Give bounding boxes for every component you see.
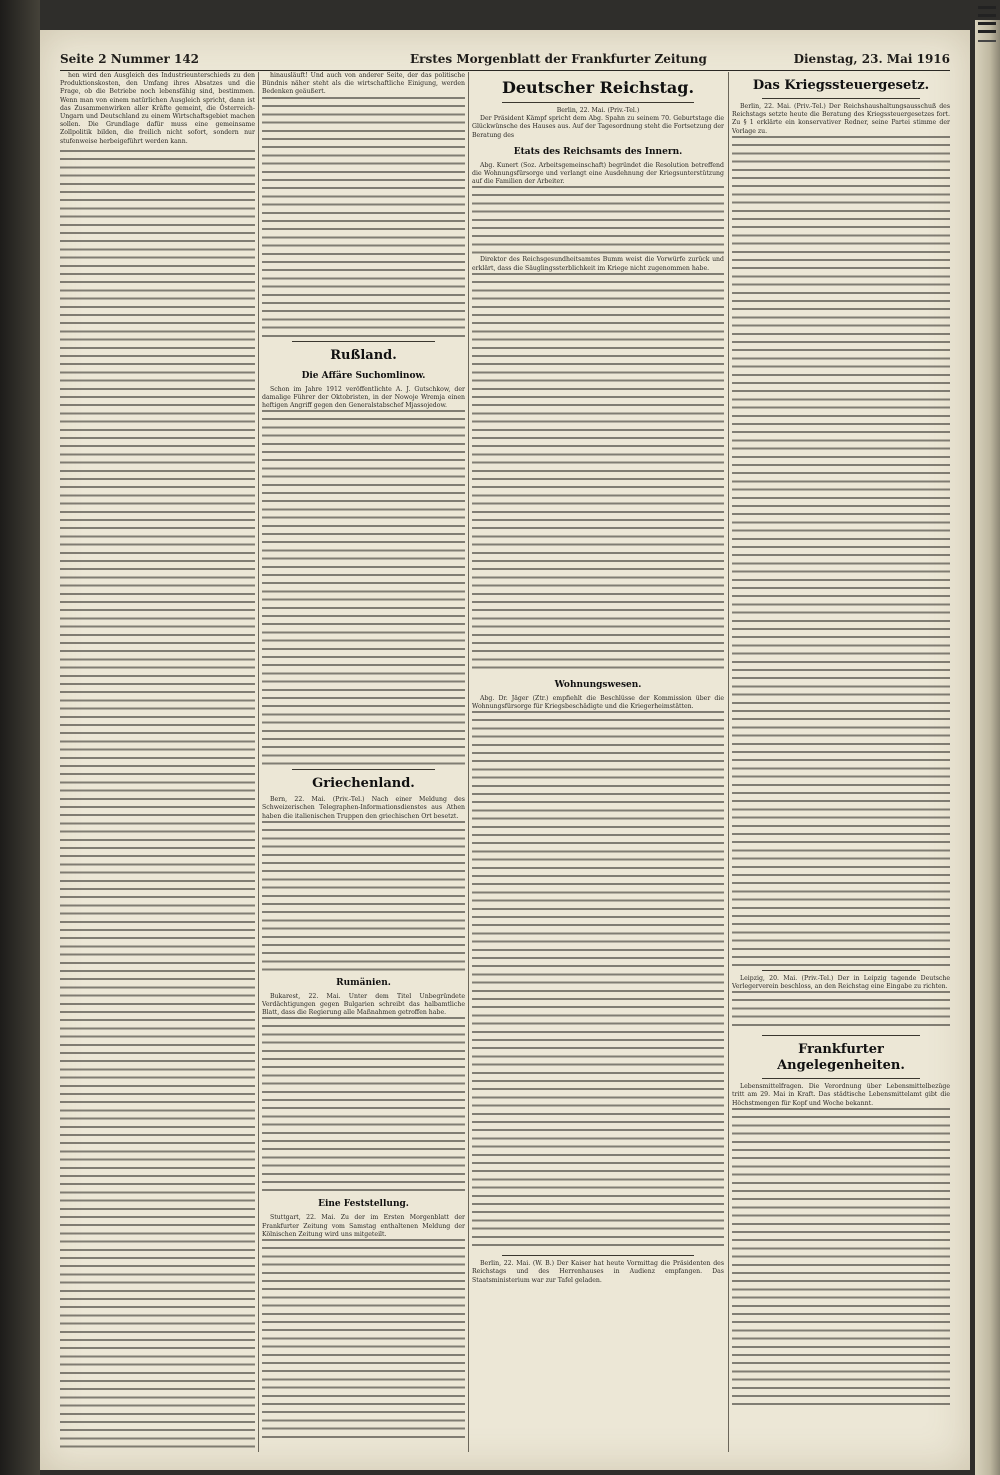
article-text: Der Präsident Kämpf spricht dem Abg. Spahn zu seinem 70. Geburtstage die Glückwünsche des Hauses aus. Auf der Tagesordnung steht die Fortsetzung der Beratung des xyxy=(472,115,724,139)
section-rule xyxy=(292,341,435,342)
article-text: Berlin, 22. Mai. (Priv.-Tel.) Der Reichshaushaltungsausschuß des Reichstags setzte heute die Beratung des Kriegssteuergesetzes fort. Zu § 1 erklärte ein konservativer Redner, seine Partei stimme der Vorlage zu. xyxy=(732,103,950,135)
binding-edge xyxy=(0,0,40,1475)
article-subheading: Wohnungswesen. xyxy=(554,679,642,690)
section-heading-reichstag: Deutscher Reichstag. xyxy=(501,78,695,97)
section-heading-kriegssteuer: Das Kriegssteuergesetz. xyxy=(752,78,930,93)
column-2 xyxy=(262,72,465,1452)
header-masthead: Erstes Morgenblatt der Frankfurter Zeitung xyxy=(410,52,707,66)
section-rule xyxy=(762,98,920,99)
section-heading-frankfurt: Frankfurter Angelegenheiten. xyxy=(777,1042,905,1074)
article-body-lines xyxy=(472,711,724,1251)
section-rule xyxy=(762,970,920,971)
article-body-lines xyxy=(732,991,950,1031)
scale-ruler xyxy=(978,0,996,42)
section-heading-rumaenien: Rumänien. xyxy=(336,977,391,988)
article-body-lines xyxy=(472,273,724,673)
article-body-lines xyxy=(262,410,465,765)
section-rule xyxy=(502,1255,694,1256)
article-text: hinausläuft! Und auch von anderer Seite, der das politische Bündnis näher steht als die wirtschaftliche Einigung, werden Bedenken geäußert. xyxy=(262,72,465,96)
column-divider xyxy=(258,72,259,1452)
column-1 xyxy=(60,72,255,1452)
dateline: Berlin, 22. Mai. (Priv.-Tel.) xyxy=(556,107,640,114)
article-text: Bukarest, 22. Mai. Unter dem Titel Unbegründete Verdächtigungen gegen Bulgarien schreibt das halbamtliche Blatt, dass die Regierung alle Maßnahmen getroffen habe. xyxy=(262,992,465,1017)
section-heading-griechenland: Griechenland. xyxy=(312,776,415,792)
header-date: Dienstag, 23. Mai 1916 xyxy=(793,52,950,66)
article-text: Direktor des Reichsgesundheitsamtes Bumm weist die Vorwürfe zurück und erklärt, dass die Säuglingssterblichkeit im Kriege nicht zugenommen habe. xyxy=(472,256,724,272)
article-text: Stuttgart, 22. Mai. Zu der im Ersten Morgenblatt der Frankfurter Zeitung vom Samstag enthaltenen Meldung der Kölnischen Zeitung wird uns mitgeteilt. xyxy=(262,1214,465,1238)
article-text: Leipzig, 20. Mai. (Priv.-Tel.) Der in Leipzig tagende Deutsche Verlegerverein beschloss, an den Reichstag eine Eingabe zu richten. xyxy=(732,974,950,991)
section-heading-feststellung: Eine Feststellung. xyxy=(318,1199,409,1210)
article-body-lines xyxy=(262,821,465,971)
section-rule xyxy=(762,1035,920,1036)
article-subheading: Etats des Reichsamts des Innern. xyxy=(513,146,683,157)
page-header xyxy=(60,50,950,71)
section-heading-russland: Rußland. xyxy=(330,347,397,363)
column-4 xyxy=(732,72,950,1452)
article-body-lines xyxy=(472,186,724,256)
column-divider xyxy=(728,72,729,1452)
article-text: Berlin, 22. Mai. (W. B.) Der Kaiser hat heute Vormittag die Präsidenten des Reichstags und des Herrenhauses in Audienz empfangen. Das Staatsministerium war zur Tafel geladen. xyxy=(472,1260,724,1284)
article-text: Abg. Dr. Jäger (Ztr.) empfiehlt die Beschlüsse der Kommission über die Wohnungsfürsorge für Kriegsbeschädigte und die Kriegerheimstätten. xyxy=(472,694,724,711)
article-body-lines xyxy=(732,1108,950,1408)
article-text: hen wird den Ausgleich des Industrieunterschieds zu den Produktionskosten, den Umfang ihres Absatzes und die Frage, ob die Betriebe noch lebensfähig sind, bestimmen. Wenn man von einem natürlichen Ausgleich spricht, dann ist das Zusammenwirken aller Kräfte gemeint, die Österreich-Ungarn und Deutschland zu einem Wirtschaftsgebiet machen sollen. Die Grundlage dafür muss eine gemeinsame Zollpolitik bilden, die freilich nicht sofort, sondern nur stufenweise herbeigeführt werden kann. xyxy=(60,72,255,145)
article-body-lines xyxy=(60,150,255,1450)
section-rule xyxy=(502,102,694,103)
article-body-lines xyxy=(262,1239,465,1439)
header-page-number: Seite 2 Nummer 142 xyxy=(60,52,200,66)
article-body-lines xyxy=(262,97,465,337)
article-text: Abg. Kunert (Soz. Arbeitsgemeinschaft) begründet die Resolution betreffend die Wohnungsfürsorge und verlangt eine Ausdehnung der Kriegsunterstützung auf die Familien der Arbeiter. xyxy=(472,161,724,186)
adjacent-page-edge xyxy=(975,20,1000,1475)
article-body-lines xyxy=(732,136,950,966)
article-text: Schon im Jahre 1912 veröffentlichte A. J. Gutschkow, der damalige Führer der Oktobristen, in der Nowoje Wremja einen heftigen Angriff gegen den Generalstabschef Mjassojedow. xyxy=(262,385,465,410)
section-rule xyxy=(292,769,435,770)
article-body-lines xyxy=(262,1017,465,1192)
article-text: Bern, 22. Mai. (Priv.-Tel.) Nach einer Meldung des Schweizerischen Telegraphen-Informationsdienstes aus Athen haben die italienischen Truppen den griechischen Ort besetzt. xyxy=(262,796,465,820)
article-text: Lebensmittelfragen. Die Verordnung über Lebensmittelbezüge tritt am 29. Mai in Kraft. Das städtische Lebensmittelamt gibt die Höchstmengen für Kopf und Woche bekannt. xyxy=(732,1083,950,1107)
column-3 xyxy=(472,72,724,1452)
column-divider xyxy=(468,72,469,1452)
section-rule xyxy=(762,1078,920,1079)
article-subheading: Die Affäre Suchomlinow. xyxy=(301,370,426,381)
